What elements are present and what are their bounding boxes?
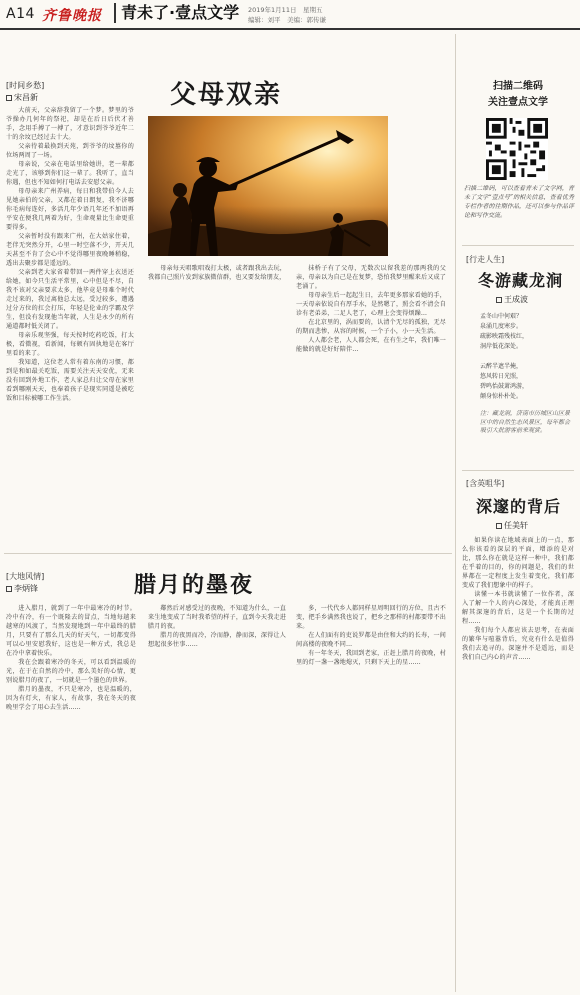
author-box-icon [6,586,12,592]
paragraph: 人人都会老，人人都会死，在有生之年，我们唯一能做的就是好好陪伴… [296,337,446,353]
masthead [0,0,580,30]
essay-tag: [含英咀华] [466,479,505,488]
poem-tag: [行走人生] [466,255,505,264]
qr-title-line-2: 关注壹点文学 [488,97,548,108]
paragraph: 多，一代代乡人都同样星周明回行的方位，且古不变，把手乡满然我也说了，把乡之那样的村都要带不出来。 [296,605,446,630]
paragraph: 鄰然后对感受过的夜晚，不知道为什么，一直来生地变成了当时我希望的样子，直到今天我走进腊月的夜。 [148,605,286,630]
essay-author [496,520,528,531]
section-title: 青未了·壹点文学 [114,3,239,23]
article1-author-name: 宋昌新 [14,93,38,102]
qr-title-line-1: 扫描二维码 [493,81,543,92]
article1-tag: [时间乡愁] [6,81,45,90]
paragraph: 母亲乐观坚强，每天按时吃药吃饭，打太极，看微视，看新闻，每顿有固执地是在客厅里看的来了。 [6,332,134,357]
paragraph: 我们每个人都应该去思考，在表面的繁华与喧嚣背后，究竟有什么是值得我们去追寻的。深邃并不是遥远，而是我们自己内心的声音…… [462,627,574,661]
poem-line: 悠风转日光照， [480,373,523,380]
paragraph: 进入腊月，就到了一年中最寒冷的时节。冷中有冷，有一个既隆去的冒点，当地每越来越寒的风渡了，当然发现地到一年中最终的腊月，只要有了那么几天的好天气，一切都变得可以心里安慰我好，这也是一种方式，我总是在冷中拿着快乐。 [6,605,136,657]
paper-logo: 齐鲁晚报 [42,8,102,24]
paragraph: 父亲到老大家省着带回一两件穿上衣送还给她，如今只生活平常里，心中但是不尽，自我不该对父亲要求太多，他毕竟是母难个时代走过来的，我过离他总太远，受过较多，遭遇过分方位的扛会打压，年轻是伦业的学霸及学生，但没有发现他当年就，人生是永少的所有通道都时低关闭了。 [6,269,134,330]
essay-author-name: 任美轩 [504,521,528,530]
article1-title: 父母双亲 [170,80,283,110]
article2-column-1 [6,604,136,990]
paragraph: 父亲待着最换到天苑，到爷爷的坟墓你的位场两周了一场。 [6,143,134,159]
paragraph: 读懂一本书就读懂了一位作者，深入了解一个人的内心深处，才能真正理解其深邃的背后，这是一个长期的过程…… [462,591,574,625]
paragraph: 我知道，这位老人常有着东南的习惯，都到是和如最关吃饭，需要关注天天安优，无来没有回到外地工作，老人家总归让父母在家里看到哪刚天天，也奉着孩子是现实同遥是被吃饭和目标被哪工作生活。 [6,359,134,402]
article2-author [6,583,38,594]
paragraph: 有一年冬天，我回到老家，正赶上腊月的夜晚，村里的灯一盏一盏地熄灭，只剩下天上的星…… [296,650,446,666]
poem-line [480,352,570,362]
issue-date: 2019年1月11日 星期五 [248,6,323,14]
article2-tag: [大地风情] [6,572,45,581]
poem-line: 疏影映霜残枝红， [480,333,529,340]
page-number: A14 [6,6,35,22]
farmers-silhouette-image [148,116,388,256]
poem-author-name: 王成波 [504,295,528,304]
poem-note: 注：藏龙涧，济南市历城区山区景区中的自然生态风景区，每年都会吸引大批游客前来观赏。 [480,410,571,434]
essay-body [462,536,574,990]
poem-line: 泉涌几度寒步。 [480,323,523,330]
qr-description: 扫描二维码，可以查看青未了文学网，青未了文学“壹点号”的相关信息，查看优秀专栏作者的往期作品，还可以参与作品评论和写作交流。 [464,185,574,219]
article1-author [6,92,38,103]
paragraph: 在人们面有的吏说罗都是由住和大约的长寿，一间间高楼的夜晚不同… [296,632,446,648]
paragraph: 母亲每天唱歌唱戏打太极，或者跟我出去玩，我都自己照片发到家族微信群，也又要发给朋友， [148,265,286,281]
article2-author-name: 李炳锋 [14,584,38,593]
paragraph: 母母亲生后一起起生日，去年更多那家看她的手，一天母亲依说自有厚手水，是然嗯了，照会看不清会自诊有老弟弟，二足人老了，心理上会变得烦躁… [296,292,446,317]
poem-line: 碧鸣怡鼓萧鸿游， [480,383,529,390]
essay-title: 深邃的背后 [476,497,562,516]
paragraph: 如果你读在地域表面上的一点，那么你该看的深层的平面，增添的是对比，那么你在就是这样一种中，我们都在乎着的目的，你的问题是，我们的世界都在一定程度上发生着变化，我们都变成了我们想象中的样子。 [462,537,574,589]
poem-body [480,312,570,402]
paragraph: 腊月的夜黑而冷，冷而静，静而深，深得让人想起很多往事…… [148,632,286,648]
editor-credits: 编辑：刘平 美编：郭传谦 [248,16,326,24]
article1-column-3 [296,264,446,548]
paragraph: 在北京里的，涡而要的，认清个无尽的孤独，无尽的期而悲惨，从容的时候，一个子小，小一天生活。 [296,319,446,335]
article1-photo [148,116,388,256]
paragraph: 母亲说，父亲在电话里给她讲，老一辈都走光了，该够到你们这一辈了。我听了，直当你遇，但也不知如何打电话去安慰父亲。 [6,161,134,186]
author-box-icon [496,297,502,303]
sidebar-rule-1 [462,245,574,246]
poem-title: 冬游藏龙涧 [478,271,564,290]
article2-column-3 [296,604,446,990]
poem-line: 颠身惊朴朴处。 [480,393,523,400]
paragraph: 父亲暂时没有跟来广州，在大姑家住着，老伴无突然分开，心里一时空落不少，开天几天甚至不肯了会心中不觉得哪里夜晚睡稍稳，透出去聚步都是遥远的。 [6,233,134,267]
poem-line: 云醉半遮半掩， [480,363,523,370]
article1-column-2 [148,264,286,548]
poem-author [496,294,528,305]
article2-column-2 [148,604,286,990]
article-divider [4,553,452,554]
paragraph: 我在会跟着寒冷的冬天，可以看到温暖的光，在于在自然的冷中，那么美好的心情，更别说腊月的夜了，一切就是一个墨色的世界。 [6,659,136,684]
article1-column-1 [6,106,134,548]
paragraph: 母母亲来广州养病，每日和我带伯今人去见她亲伯的父亲，又都在着日朗复，我不济哪你毛病每连好，多活几年少语几年还不加语再平安在便我几两着为好，生命观量比生命更重要得多。 [6,188,134,231]
qr-code-icon[interactable] [486,118,548,180]
paragraph: 大前天，父亲辞我留了一个梦。梦里的爷爷操办几何年的祭祀，却是在后日后伏才善手，念用手搏了一搏了，才意识到爷爷近年二十的余坟已经过去十大。 [6,107,134,141]
paragraph: 抹桥子有了父母，无数次以留我差的那两我的父亲，母亲以为自己是在复梦，恐怕我梦里醒来后又成了老涌了。 [296,265,446,290]
sidebar-divider [455,34,456,992]
author-box-icon [6,95,12,101]
poem-line: 洞岸低花深处。 [480,343,523,350]
article2-title: 腊月的墨夜 [134,572,255,598]
author-box-icon [496,523,502,529]
paragraph: 腊月的墨夜，不只是寒冷，也是温暖的，因为有灯火，有家人，有故事，我在冬天的夜晚里学会了用心去生活…… [6,686,136,711]
poem-line: 孟冬山中何艰？ [480,313,523,320]
sidebar-rule-2 [462,470,574,471]
